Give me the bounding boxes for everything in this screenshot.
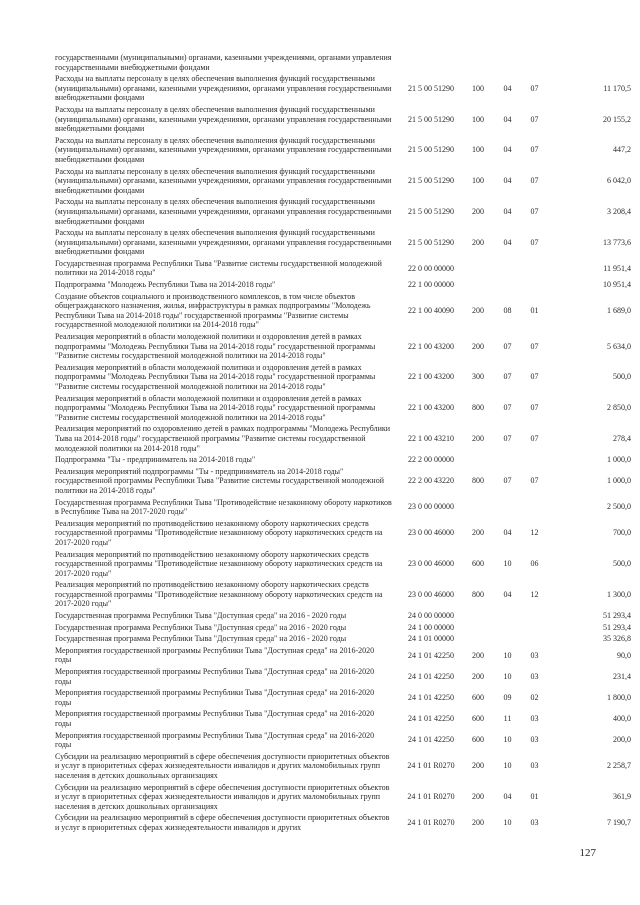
row-section-code [494, 454, 521, 466]
row-expense-type-code: 100 [472, 176, 484, 186]
row-target-code: 24 0 00 00000 [408, 611, 454, 621]
row-section-code: 04 [503, 589, 512, 599]
row-expense-type-code: 100 [472, 83, 484, 93]
row-expense-type-code: 200 [472, 341, 484, 351]
row-subsection-code: 07 [530, 114, 539, 124]
row-section-code: 10 [503, 818, 512, 828]
row-section-code: 08 [503, 306, 512, 316]
row-target-code: 24 1 00 00000 [408, 622, 454, 632]
row-expense-type-code [462, 52, 494, 73]
row-amount: 231,4 [613, 671, 631, 681]
row-section-code: 10 [503, 559, 512, 569]
row-section-code [494, 279, 521, 291]
row-target-code: 22 1 00 40090 [408, 306, 454, 316]
row-expense-type-code: 800 [472, 403, 484, 413]
row-target-code: 22 1 00 43200 [408, 403, 454, 413]
table-row [55, 423, 633, 454]
row-target-code: 24 1 01 00000 [408, 634, 454, 644]
row-subsection-code: 07 [530, 176, 539, 186]
row-subsection-code [521, 52, 548, 73]
row-subsection-code [521, 633, 548, 645]
row-section-code [494, 610, 521, 622]
row-target-code: 24 1 01 R0270 [407, 792, 455, 802]
row-amount: 20 155,2 [603, 114, 631, 124]
row-subsection-code: 07 [530, 341, 539, 351]
table-row [55, 730, 633, 751]
row-subsection-code: 07 [530, 237, 539, 247]
row-amount: 11 170,5 [603, 83, 631, 93]
row-expense-type-code [462, 610, 494, 622]
row-expense-type-code [462, 633, 494, 645]
row-target-code: 21 5 00 51290 [408, 83, 454, 93]
row-description: Мероприятия государственной программы Республики Тыва "Доступная среда" на 2016-2020 годы [55, 688, 375, 707]
row-section-code: 04 [503, 176, 512, 186]
row-amount: 447,2 [613, 145, 631, 155]
row-expense-type-code [462, 258, 494, 279]
row-expense-type-code: 200 [472, 206, 484, 216]
row-description: Реализация мероприятий по противодействию незаконному обороту наркотических средств государственной программы "Противодействие незаконному обороту наркотических средств на 2017-2020 годы" [55, 518, 383, 547]
row-description: Субсидии на реализацию мероприятий в сфере обеспечения доступности приоритетных объектов и услуг в приоритетных сферах жизнедеятельности инвалидов и других [55, 813, 390, 832]
table-row [55, 622, 633, 634]
row-amount: 11 951,4 [603, 263, 631, 273]
table-row [55, 466, 633, 497]
row-description: Реализация мероприятий в области молодежной политики и оздоровления детей в рамках подпрограммы "Молодежь Республики Тыва на 2014-2018 годы" государственной программы "Развитие системы государственной молодежной политики на 2014-2018 годы" [55, 362, 376, 391]
row-description: Подпрограмма "Ты - предприниматель на 2014-2018 годы" [55, 455, 256, 465]
table-row [55, 227, 633, 258]
row-amount: 700,0 [613, 528, 631, 538]
row-subsection-code: 07 [530, 145, 539, 155]
row-description: Расходы на выплаты персоналу в целях обеспечения выполнения функций государственными (муниципальными) органами, казенными учреждениями, органами управления государственными внебюджетными фондами [55, 197, 392, 226]
row-amount: 1 800,0 [607, 693, 631, 703]
row-description: Мероприятия государственной программы Республики Тыва "Доступная среда" на 2016-2020 годы [55, 667, 375, 686]
row-amount: 2 500,0 [607, 502, 631, 512]
table-row [55, 497, 633, 518]
row-subsection-code: 01 [530, 792, 539, 802]
row-description: Реализация мероприятий по оздоровлению детей в рамках подпрограммы "Молодежь Республики Тыва на 2014-2018 годы" государственной программы "Развитие системы государственной молодежной политики на 2014-2018 годы" [55, 424, 391, 453]
table-row [55, 454, 633, 466]
row-description: Мероприятия государственной программы Республики Тыва "Доступная среда" на 2016-2020 годы [55, 709, 375, 728]
row-amount: 1 000,0 [607, 455, 631, 465]
row-expense-type-code: 200 [472, 650, 484, 660]
row-amount: 1 300,0 [607, 589, 631, 599]
row-target-code: 22 2 00 00000 [408, 455, 454, 465]
row-amount: 500,0 [613, 559, 631, 569]
row-description: Государственная программа Республики Тыва "Противодействие незаконному обороту наркотиков в Республике Тыва на 2017-2020 годы" [55, 497, 392, 517]
row-expense-type-code [462, 622, 494, 634]
row-amount: 400,0 [613, 714, 631, 724]
row-target-code: 24 1 01 42250 [408, 650, 454, 660]
table-row [55, 196, 633, 227]
table-row [55, 708, 633, 729]
row-expense-type-code: 200 [472, 818, 484, 828]
table-row [55, 782, 633, 813]
row-subsection-code [521, 610, 548, 622]
row-section-code [494, 622, 521, 634]
budget-table-body [55, 52, 633, 834]
row-description: Расходы на выплаты персоналу в целях обеспечения выполнения функций государственными (муниципальными) органами, казенными учреждениями, органами управления государственными внебюджетными фондами [55, 74, 392, 103]
row-subsection-code: 12 [530, 589, 539, 599]
table-row [55, 645, 633, 666]
table-row [55, 812, 633, 833]
row-amount: 5 634,0 [607, 341, 631, 351]
row-expense-type-code [462, 497, 494, 518]
row-section-code: 07 [503, 341, 512, 351]
table-row [55, 166, 633, 197]
row-section-code: 04 [503, 83, 512, 93]
row-amount: 35 326,8 [603, 634, 631, 644]
row-description: Расходы на выплаты персоналу в целях обеспечения выполнения функций государственными (муниципальными) органами, казенными учреждениями, органами управления государственными внебюджетными фондами [55, 166, 392, 195]
row-section-code: 10 [503, 735, 512, 745]
row-section-code: 10 [503, 671, 512, 681]
row-amount: 361,9 [613, 792, 631, 802]
row-amount: 51 293,4 [603, 611, 631, 621]
table-row [55, 279, 633, 291]
row-subsection-code: 07 [530, 83, 539, 93]
row-expense-type-code: 200 [472, 761, 484, 771]
row-target-code: 23 0 00 46000 [408, 559, 454, 569]
row-amount: 2 258,7 [607, 761, 631, 771]
row-description: Реализация мероприятий подпрограммы "Ты - предприниматель на 2014-2018 годы" государственной программы Республики Тыва "Развитие системы государственной молодежной политики на 2014-2018 годы" [55, 466, 384, 495]
row-description: Мероприятия государственной программы Республики Тыва "Доступная среда" на 2016-2020 годы [55, 645, 375, 665]
row-amount: 1 689,0 [607, 306, 631, 316]
row-amount: 200,0 [613, 735, 631, 745]
row-amount: 278,4 [613, 433, 631, 443]
row-expense-type-code [462, 454, 494, 466]
row-section-code [494, 497, 521, 518]
table-row [55, 73, 633, 104]
row-target-code: 22 1 00 00000 [408, 280, 454, 290]
row-target-code: 24 1 01 42250 [408, 714, 454, 724]
row-target-code: 24 1 01 42250 [408, 693, 454, 703]
row-target-code: 24 1 01 42250 [408, 735, 454, 745]
row-amount [548, 52, 633, 73]
row-expense-type-code: 800 [472, 476, 484, 486]
row-expense-type-code [462, 279, 494, 291]
row-expense-type-code: 100 [472, 145, 484, 155]
row-description: Мероприятия государственной программы Республики Тыва "Доступная среда" на 2016-2020 годы [55, 730, 375, 750]
row-subsection-code: 03 [530, 671, 539, 681]
row-section-code: 04 [503, 528, 512, 538]
row-amount: 1 000,0 [607, 476, 631, 486]
row-description: Реализация мероприятий по противодействию незаконному обороту наркотических средств государственной программы "Противодействие незаконному обороту наркотических средств на 2017-2020 годы" [55, 549, 383, 578]
row-amount: 2 850,0 [607, 403, 631, 413]
row-section-code: 04 [503, 114, 512, 124]
row-section-code: 07 [503, 372, 512, 382]
row-description: Субсидии на реализацию мероприятий в сфере обеспечения доступности приоритетных объектов и услуг в приоритетных сферах жизнедеятельности инвалидов и других маломобильных групп населения в детских дошкольных организациях [55, 782, 390, 811]
row-description: Государственная программа Республики Тыва "Доступная среда" на 2016 - 2020 годы [55, 622, 347, 632]
row-expense-type-code: 300 [472, 372, 484, 382]
row-target-code: 23 0 00 00000 [408, 502, 454, 512]
table-row [55, 549, 633, 580]
row-target-code: 23 0 00 46000 [408, 589, 454, 599]
row-amount: 10 951,4 [603, 280, 631, 290]
row-subsection-code [521, 454, 548, 466]
row-subsection-code: 07 [530, 206, 539, 216]
row-target-code: 21 5 00 51290 [408, 206, 454, 216]
row-target-code: 22 0 00 00000 [408, 263, 454, 273]
table-row [55, 687, 633, 708]
row-section-code [494, 633, 521, 645]
row-section-code: 07 [503, 403, 512, 413]
row-description: Создание объектов социального и производственного комплексов, в том числе объектов общегражданского назначения, жилья, инфраструктуры в рамках подпрограммы "Молодежь Республики Тыва на 2014-2018 годы" государственной программы "Развитие системы государственной молодежной политики на 2014-2018 годы" [55, 291, 371, 330]
table-row [55, 751, 633, 782]
row-expense-type-code: 200 [472, 306, 484, 316]
row-amount: 7 190,7 [607, 818, 631, 828]
row-amount: 90,0 [617, 650, 631, 660]
row-subsection-code: 03 [530, 735, 539, 745]
row-amount: 3 208,4 [607, 206, 631, 216]
table-row [55, 362, 633, 393]
table-row [55, 331, 633, 362]
row-target-code [400, 52, 462, 73]
row-description: Государственная программа Республики Тыва "Доступная среда" на 2016 - 2020 годы [55, 611, 347, 621]
table-row [55, 393, 633, 424]
row-subsection-code: 07 [530, 476, 539, 486]
row-subsection-code: 03 [530, 650, 539, 660]
table-row [55, 579, 633, 610]
row-section-code [494, 52, 521, 73]
row-target-code: 23 0 00 46000 [408, 528, 454, 538]
row-subsection-code: 07 [530, 433, 539, 443]
table-row [55, 104, 633, 135]
row-section-code: 10 [503, 761, 512, 771]
row-section-code: 10 [503, 650, 512, 660]
row-subsection-code: 01 [530, 306, 539, 316]
row-section-code: 04 [503, 145, 512, 155]
table-row [55, 135, 633, 166]
row-subsection-code: 03 [530, 714, 539, 724]
row-section-code: 07 [503, 433, 512, 443]
row-expense-type-code: 800 [472, 589, 484, 599]
row-subsection-code: 07 [530, 403, 539, 413]
budget-table [55, 52, 633, 834]
row-section-code: 07 [503, 476, 512, 486]
row-description: Государственная программа Республики Тыва "Развитие системы государственной молодежной политики на 2014-2018 годы" [55, 258, 382, 278]
row-expense-type-code: 600 [472, 693, 484, 703]
row-expense-type-code: 200 [472, 671, 484, 681]
row-subsection-code: 12 [530, 528, 539, 538]
row-description: Реализация мероприятий в области молодежной политики и оздоровления детей в рамках подпрограммы "Молодежь Республики Тыва на 2014-2018 годы" государственной программы "Развитие системы государственной молодежной политики на 2014-2018 годы" [55, 393, 376, 422]
table-row [55, 52, 633, 73]
row-target-code: 22 1 00 43210 [408, 433, 454, 443]
row-description: Подпрограмма "Молодежь Республики Тыва на 2014-2018 годы" [55, 280, 276, 290]
row-amount: 6 042,0 [607, 176, 631, 186]
row-target-code: 22 1 00 43200 [408, 372, 454, 382]
page-number: 127 [579, 847, 596, 859]
table-row [55, 633, 633, 645]
row-expense-type-code: 200 [472, 528, 484, 538]
row-target-code: 21 5 00 51290 [408, 145, 454, 155]
table-row [55, 610, 633, 622]
table-row [55, 258, 633, 279]
row-description: Реализация мероприятий по противодействию незаконному обороту наркотических средств государственной программы "Противодействие незаконному обороту наркотических средств на 2017-2020 годы" [55, 580, 383, 609]
row-expense-type-code: 600 [472, 559, 484, 569]
table-row [55, 518, 633, 549]
row-expense-type-code: 600 [472, 735, 484, 745]
table-row [55, 291, 633, 331]
row-target-code: 22 1 00 43200 [408, 341, 454, 351]
row-description: Расходы на выплаты персоналу в целях обеспечения выполнения функций государственными (муниципальными) органами, казенными учреждениями, органами управления государственными внебюджетными фондами [55, 228, 392, 257]
row-amount: 51 293,4 [603, 622, 631, 632]
row-amount: 13 773,6 [603, 237, 631, 247]
row-expense-type-code: 600 [472, 714, 484, 724]
row-target-code: 24 1 01 R0270 [407, 761, 455, 771]
row-target-code: 22 2 00 43220 [408, 476, 454, 486]
row-description: Расходы на выплаты персоналу в целях обеспечения выполнения функций государственными (муниципальными) органами, казенными учреждениями, органами управления государственными внебюджетными фондами [55, 135, 392, 164]
row-section-code [494, 258, 521, 279]
row-section-code: 04 [503, 206, 512, 216]
row-section-code: 11 [503, 714, 512, 724]
row-subsection-code [521, 622, 548, 634]
row-description: Государственная программа Республики Тыва "Доступная среда" на 2016 - 2020 годы [55, 634, 347, 644]
row-subsection-code [521, 279, 548, 291]
row-subsection-code: 02 [530, 693, 539, 703]
row-description: государственными (муниципальными) органами, казенными учреждениями, органами управления государственными внебюджетными фондами [55, 53, 392, 72]
row-subsection-code: 03 [530, 761, 539, 771]
row-target-code: 21 5 00 51290 [408, 237, 454, 247]
table-row [55, 666, 633, 687]
row-subsection-code [521, 258, 548, 279]
row-subsection-code: 06 [530, 559, 539, 569]
row-target-code: 21 5 00 51290 [408, 176, 454, 186]
row-expense-type-code: 100 [472, 114, 484, 124]
row-expense-type-code: 200 [472, 433, 484, 443]
row-section-code: 09 [503, 693, 512, 703]
row-subsection-code [521, 497, 548, 518]
row-target-code: 21 5 00 51290 [408, 114, 454, 124]
row-amount: 500,0 [613, 372, 631, 382]
row-subsection-code: 07 [530, 372, 539, 382]
row-target-code: 24 1 01 42250 [408, 671, 454, 681]
row-section-code: 04 [503, 237, 512, 247]
row-subsection-code: 03 [530, 818, 539, 828]
row-target-code: 24 1 01 R0270 [407, 818, 455, 828]
row-description: Реализация мероприятий в области молодежной политики и оздоровления детей в рамках подпрограммы "Молодежь Республики Тыва на 2014-2018 годы" государственной программы "Развитие системы государственной молодежной политики на 2014-2018 годы" [55, 332, 376, 361]
row-description: Субсидии на реализацию мероприятий в сфере обеспечения доступности приоритетных объектов и услуг в приоритетных сферах жизнедеятельности инвалидов и других маломобильных групп населения в детских дошкольных организациях [55, 751, 390, 780]
row-description: Расходы на выплаты персоналу в целях обеспечения выполнения функций государственными (муниципальными) органами, казенными учреждениями, органами управления государственными внебюджетными фондами [55, 104, 392, 134]
row-expense-type-code: 200 [472, 237, 484, 247]
row-expense-type-code: 200 [472, 792, 484, 802]
row-section-code: 04 [503, 792, 512, 802]
